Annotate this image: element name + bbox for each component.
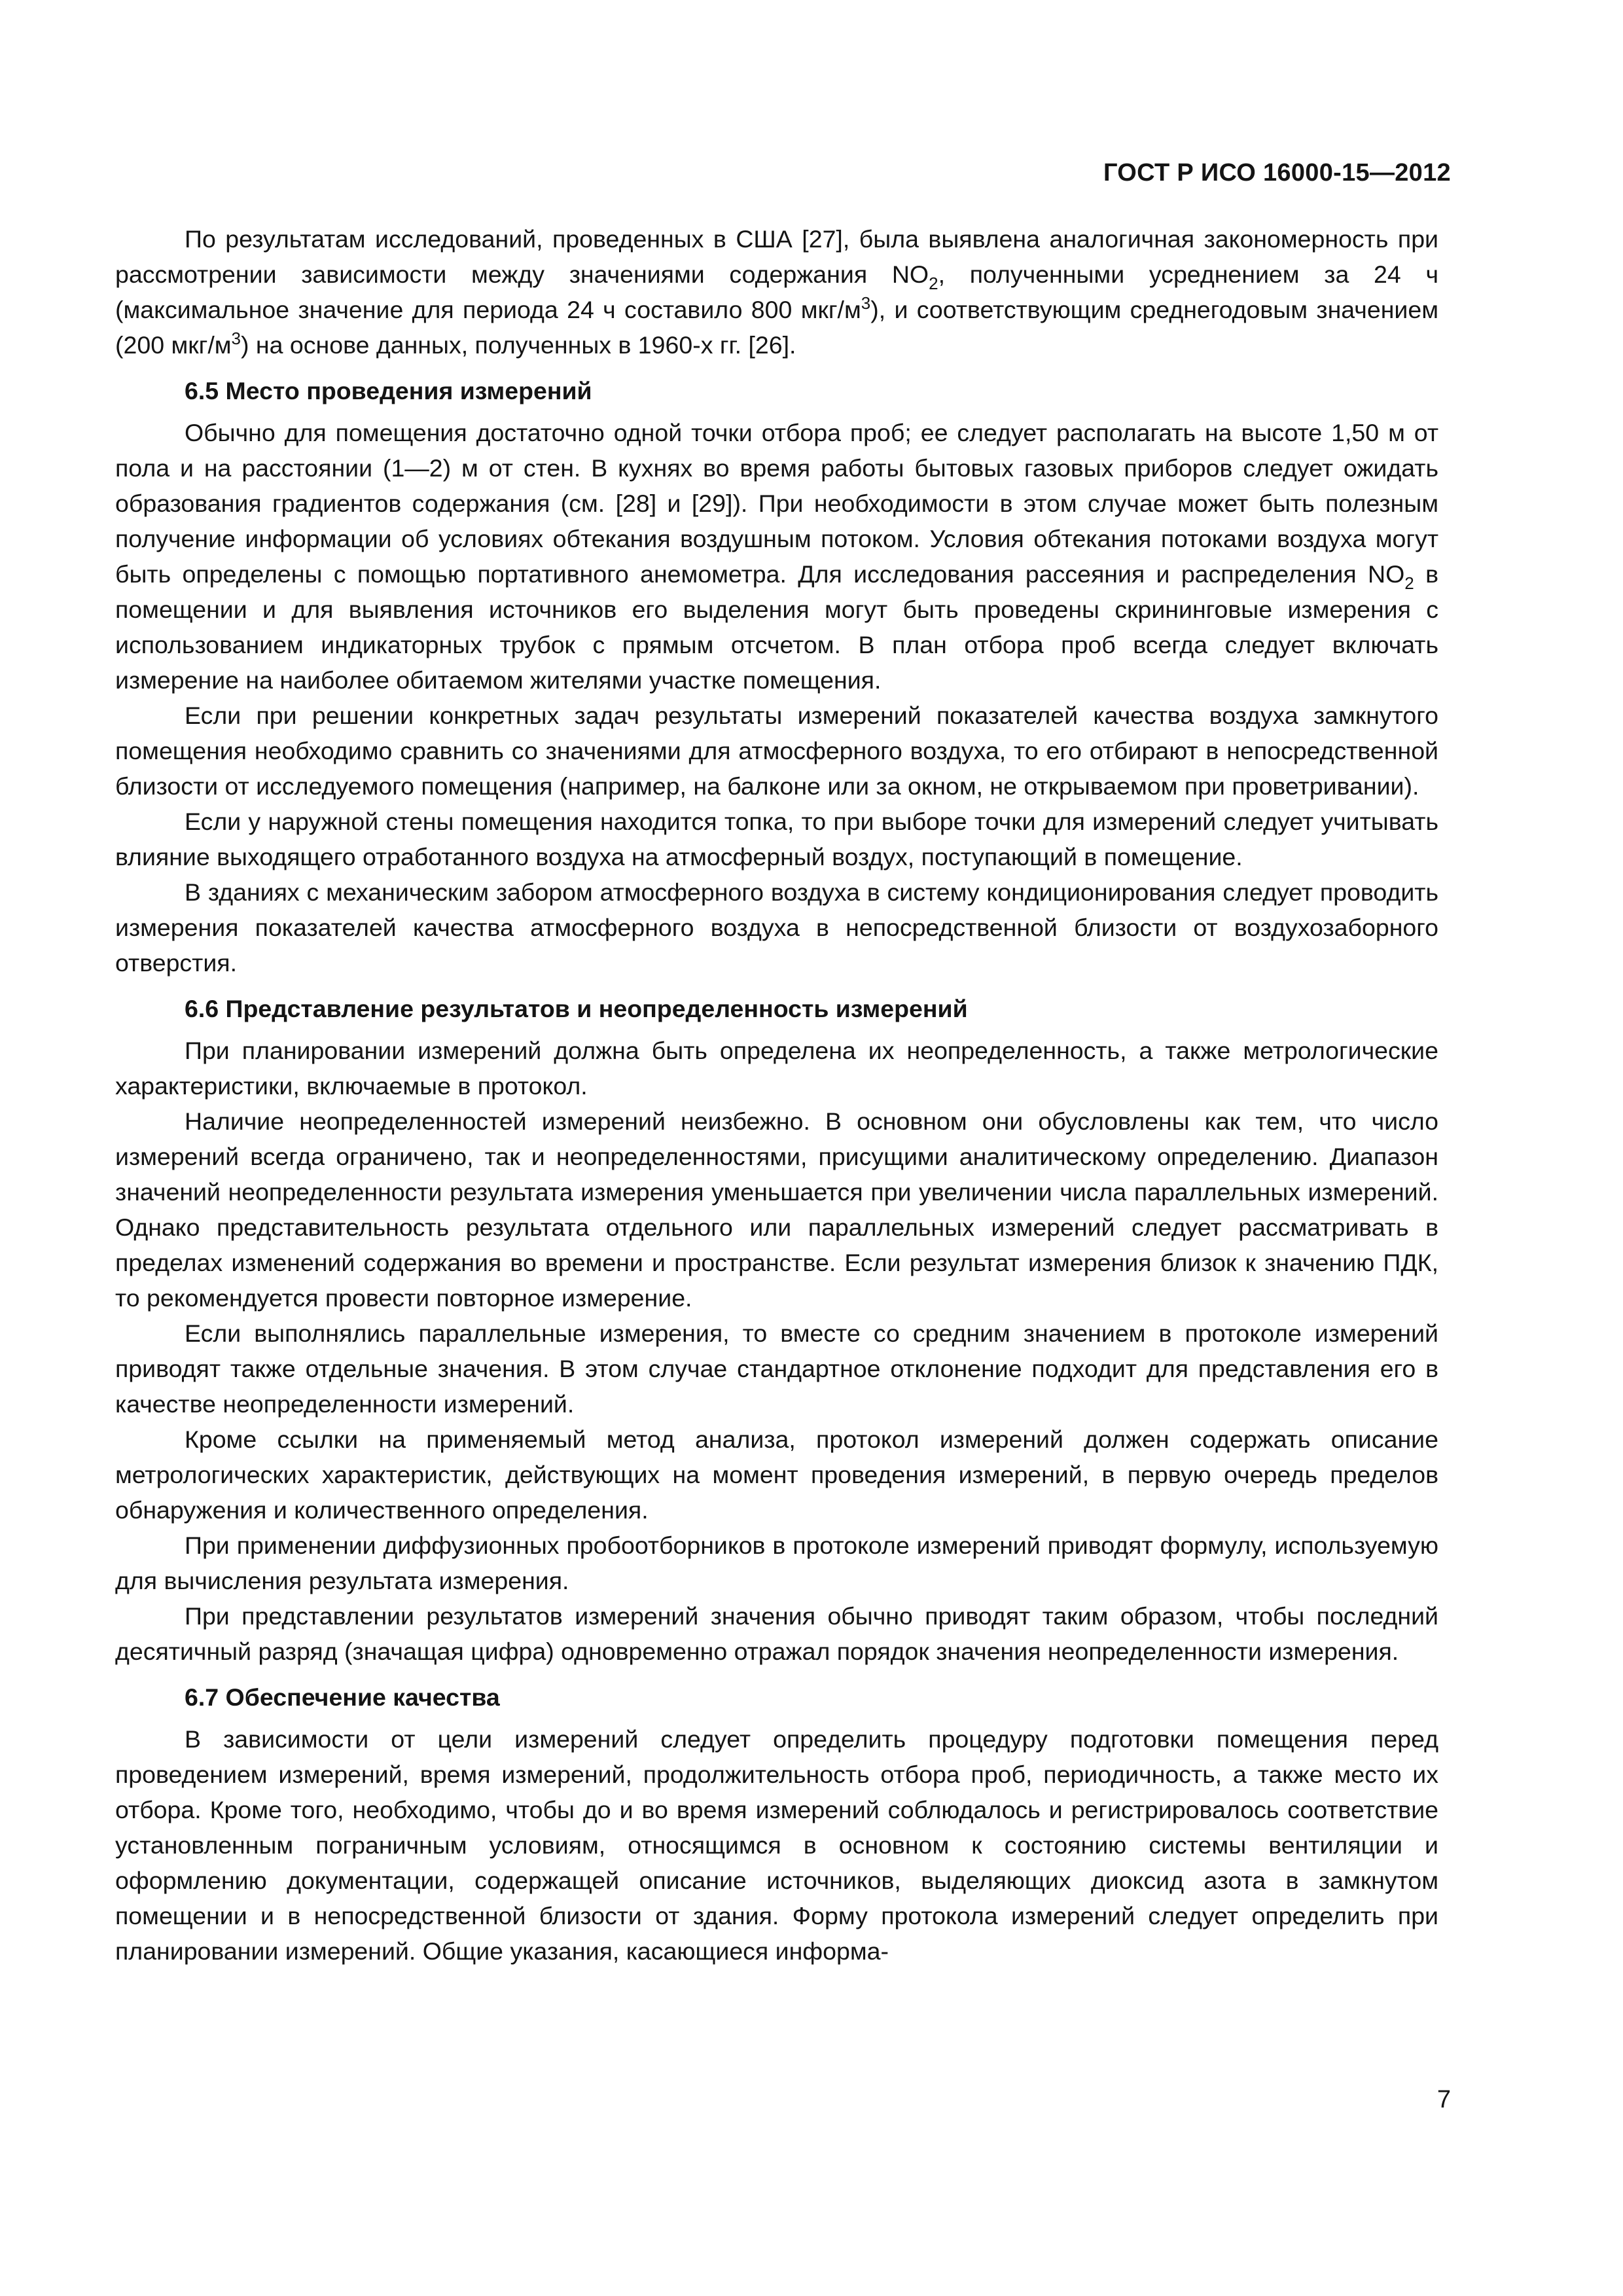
document-code-header: ГОСТ Р ИСО 16000-15—2012 xyxy=(1103,159,1451,187)
paragraph: При применении диффузионных пробоотборников в протоколе измерений приводят формулу, используемую для вычисления результата измерения. xyxy=(115,1532,1438,1594)
subscript: 2 xyxy=(1404,573,1414,593)
page-number: 7 xyxy=(1436,2086,1451,2113)
paragraph: При представлении результатов измерений значения обычно приводят таким образом, чтобы последний десятичный разряд (значащая цифра) одновременно отражал порядок значения неопределенности измерения. xyxy=(115,1602,1438,1665)
paragraph: Обычно для помещения достаточно одной точки отбора проб; ее следует располагать на высоте 1,50 м от пола и на расстоянии (1—2) м от стен. В кухнях во время работы бытовых газовых приборов следует ожидать образования градиентов содержания (см. [28] и [29]). При необходимости в этом случае может быть полезным получение информации об условиях обтекания воздушным потоком. Условия обтекания потоками воздуха могут быть определены с помощью портативного анемометра. Для исследования рассеяния и распределения $NO_2$ в помещении и для выявления источников его выделения могут быть проведены скрининговые измерения с использованием индикаторных трубок с прямым отсчетом. В план отбора проб всегда следует включать измерение на наиболее обитаемом жителями участке помещения. xyxy=(115,419,1438,694)
paragraph: Если при решении конкретных задач результаты измерений показателей качества воздуха замкнутого помещения необходимо сравнить со значениями для атмосферного воздуха, то его отбирают в непосредственной близости от исследуемого помещения (например, на балконе или за окном, не открываемом при проветривании). xyxy=(115,702,1438,800)
paragraph: В зависимости от цели измерений следует определить процедуру подготовки помещения перед проведением измерений, время измерений, продолжительность отбора проб, периодичность, а также место их отбора. Кроме того, необходимо, чтобы до и во время измерений соблюдалось и регистрировалось соответствие установленным пограничным условиям, относящимся в основном к состоянию системы вентиляции и оформлению документации, содержащей описание источников, выделяющих диоксид азота в замкнутом помещении и в непосредственной близости от здания. Форму протокола измерений следует определить при планировании измерений. Общие указания, касающиеся информа- xyxy=(115,1725,1438,1965)
superscript: 3 xyxy=(861,293,871,313)
paragraph: Если у наружной стены помещения находится топка, то при выборе точки для измерений следует учитывать влияние выходящего отработанного воздуха на атмосферный воздух, поступающий в помещение. xyxy=(115,808,1438,870)
section-heading-6-7: 6.7 Обеспечение качества xyxy=(185,1683,500,1711)
section-heading-6-6: 6.6 Представление результатов и неопределенность измерений xyxy=(185,995,968,1022)
section-heading-6-5: 6.5 Место проведения измерений xyxy=(185,377,592,404)
paragraph: При планировании измерений должна быть определена их неопределенность, а также метрологические характеристики, включаемые в протокол. xyxy=(115,1037,1438,1100)
paragraph: Если выполнялись параллельные измерения, то вместе со средним значением в протоколе измерений приводят также отдельные значения. В этом случае стандартное отклонение подходит для представления его в качестве неопределенности измерений. xyxy=(115,1319,1438,1418)
subscript: 2 xyxy=(929,274,938,293)
paragraph: Наличие неопределенностей измерений неизбежно. В основном они обусловлены как тем, что число измерений всегда ограничено, так и неопределенностями, присущими аналитическому определению. Диапазон значений неопределенности результата измерения уменьшается при увеличении числа параллельных измерений. Однако представительность результата отдельного или параллельных измерений следует рассматривать в пределах изменений содержания во времени и пространстве. Если результат измерения близок к значению ПДК, то рекомендуется провести повторное измерение. xyxy=(115,1107,1438,1312)
document-body xyxy=(115,221,1438,1969)
superscript: 3 xyxy=(231,329,241,348)
intro-paragraph: По результатам исследований, проведенных в США [27], была выявлена аналогичная закономерность при рассмотрении зависимости между значениями содержания $NO_2$, полученными усреднением за 24 ч (максимальное значение для периода 24 ч составило 800 мкг/$м^3$), и соответствующим среднегодовым значением (200 мкг/$м^3$) на основе данных, полученных в 1960-х гг. [26]. xyxy=(115,225,1438,359)
paragraph: В зданиях с механическим забором атмосферного воздуха в систему кондиционирования следует проводить измерения показателей качества атмосферного воздуха в непосредственной близости от воздухозаборного отверстия. xyxy=(115,878,1438,977)
paragraph: Кроме ссылки на применяемый метод анализа, протокол измерений должен содержать описание метрологических характеристик, действующих на момент проведения измерений, в первую очередь пределов обнаружения и количественного определения. xyxy=(115,1426,1438,1524)
